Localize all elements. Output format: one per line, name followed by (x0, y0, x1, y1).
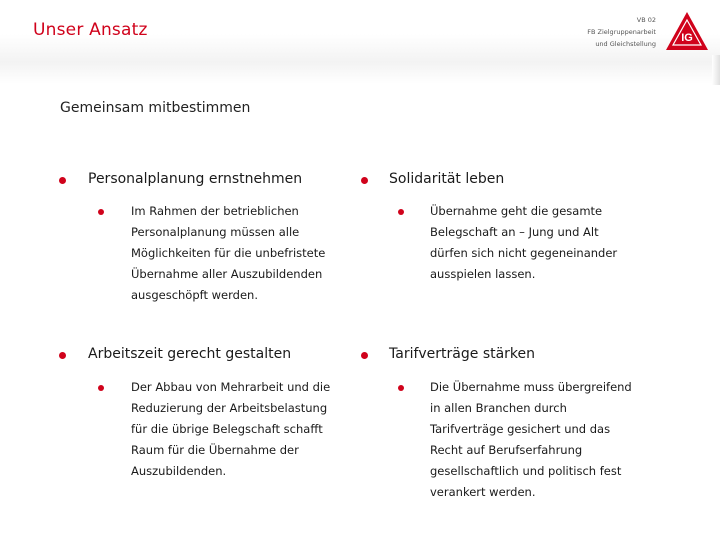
bullet-dot (361, 352, 368, 359)
section-text-tarifvertraege: Die Übernahme muss übergreifend in allen Branchen durch Tarifverträge gesichert und das Recht auf Berufserfahrung gesellschaftlich und politisch fest verankert werden. (430, 380, 632, 499)
department-line: VB 02 (636, 16, 656, 24)
section-text-arbeitszeit: Der Abbau von Mehrarbeit und die Reduzierung der Arbeitsbelastung für die übrige Belegschaft schafft Raum für die Übernahme der Auszubildenden. (131, 380, 331, 478)
ig-metall-logo-icon (664, 10, 710, 56)
sub-bullet-dot (398, 209, 404, 215)
section-heading-personalplanung: Personalplanung ernstnehmen (88, 171, 303, 187)
section-text-solidaritaet: Übernahme geht die gesamte Belegschaft an – Jung und Alt dürfen sich nicht gegeneinander ausspielen lassen. (430, 204, 618, 281)
sub-bullet-dot (98, 209, 104, 215)
department-label (587, 14, 656, 50)
bullet-dot (361, 177, 368, 184)
logo-lettering: IG (681, 32, 693, 44)
sub-bullet-dot (398, 385, 404, 391)
section-heading-tarifvertraege: Tarifverträge stärken (389, 346, 536, 362)
section-text-personalplanung: Im Rahmen der betrieblichen Personalplanung müssen alle Möglichkeiten für die unbefristete Übernahme aller Auszubildenden ausgeschöpft werden. (131, 204, 326, 302)
section-heading-arbeitszeit: Arbeitszeit gerecht gestalten (88, 346, 292, 362)
section-heading-solidaritaet: Solidarität leben (389, 171, 505, 187)
sub-bullet-dot (98, 385, 104, 391)
page-title: Unser Ansatz (33, 20, 148, 40)
department-line: FB Zielgruppenarbeit (587, 28, 656, 36)
subtitle: Gemeinsam mitbestimmen (60, 100, 251, 116)
department-line: und Gleichstellung (595, 40, 656, 48)
slide-edge-mark (712, 55, 720, 85)
bullet-dot (59, 352, 66, 359)
bullet-dot (59, 177, 66, 184)
